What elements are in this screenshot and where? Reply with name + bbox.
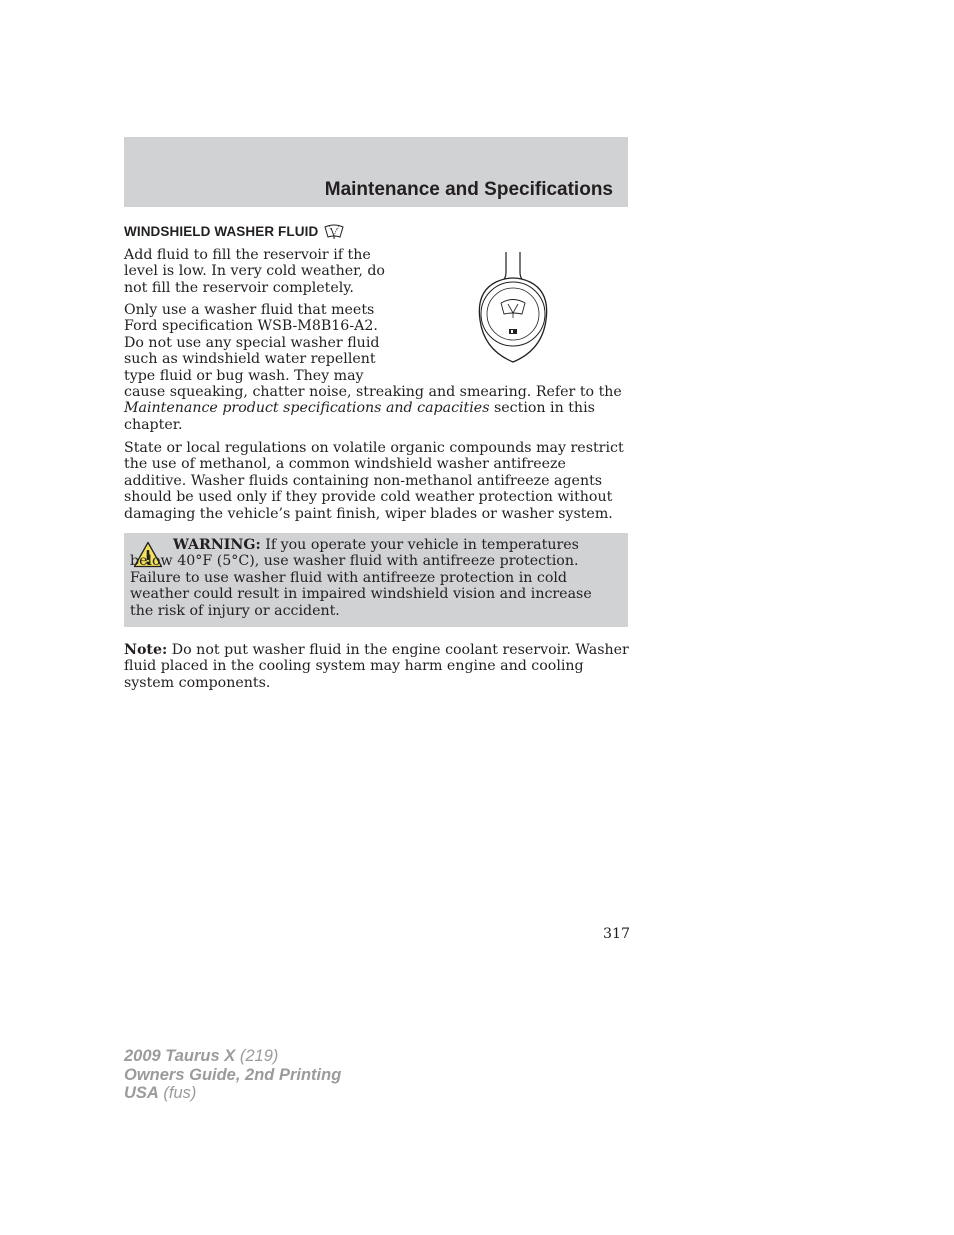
note-paragraph: Note: Do not put washer fluid in the engine coolant reservoir. Washer fluid placed in the cooling system may harm engine and cooling system components. <box>124 642 629 691</box>
section-title: WINDSHIELD WASHER FLUID <box>124 223 319 239</box>
page-number: 317 <box>603 926 631 942</box>
paragraph-regulations: State or local regulations on volatile organic compounds may restrict the use of methanol, a common windshield washer antifreeze additive. Washer fluids containing non-methanol antifreeze agents should be used only if they provide cold weather protection without damaging the vehicle’s paint finish, wiper blades or washer system. <box>124 440 624 522</box>
page-title: Maintenance and Specifications <box>324 179 613 200</box>
footer-line-model: 2009 Taurus X (219) <box>124 1047 279 1065</box>
footer <box>124 1047 341 1103</box>
section-reference: Maintenance product specifications and capacities <box>124 400 490 417</box>
paragraph-specification-continued: cause squeaking, chatter noise, streaking and smearing. Refer to the Maintenance product specifications and capacities section in this chapter. <box>124 384 622 433</box>
washer-reservoir-cap-illustration <box>472 250 554 365</box>
warning-box <box>124 533 628 627</box>
note-label: Note: <box>124 642 168 658</box>
paragraph-fill-level: Add fluid to fill the reservoir if the level is low. In very cold weather, do not fill the reservoir completely. <box>124 247 385 296</box>
paragraph-specification: Only use a washer fluid that meets Ford specification WSB-M8B16-A2. Do not use any special washer fluid such as windshield water repellent type fluid or bug wash. They may <box>124 302 380 384</box>
footer-line-market: USA (fus) <box>124 1084 197 1102</box>
header-band <box>124 137 628 207</box>
warning-label: WARNING: <box>173 537 261 553</box>
section-heading <box>124 222 345 240</box>
windshield-washer-icon <box>323 222 345 240</box>
footer-line-edition: Owners Guide, 2nd Printing <box>124 1065 342 1084</box>
warning-text: WARNING: If you operate your vehicle in temperatures below 40°F (5°C), use washer fluid with antifreeze protection. Failure to use washer fluid with antifreeze protection in cold weather could result in impaired windshield vision and increase the risk of injury or accident. <box>130 537 592 619</box>
